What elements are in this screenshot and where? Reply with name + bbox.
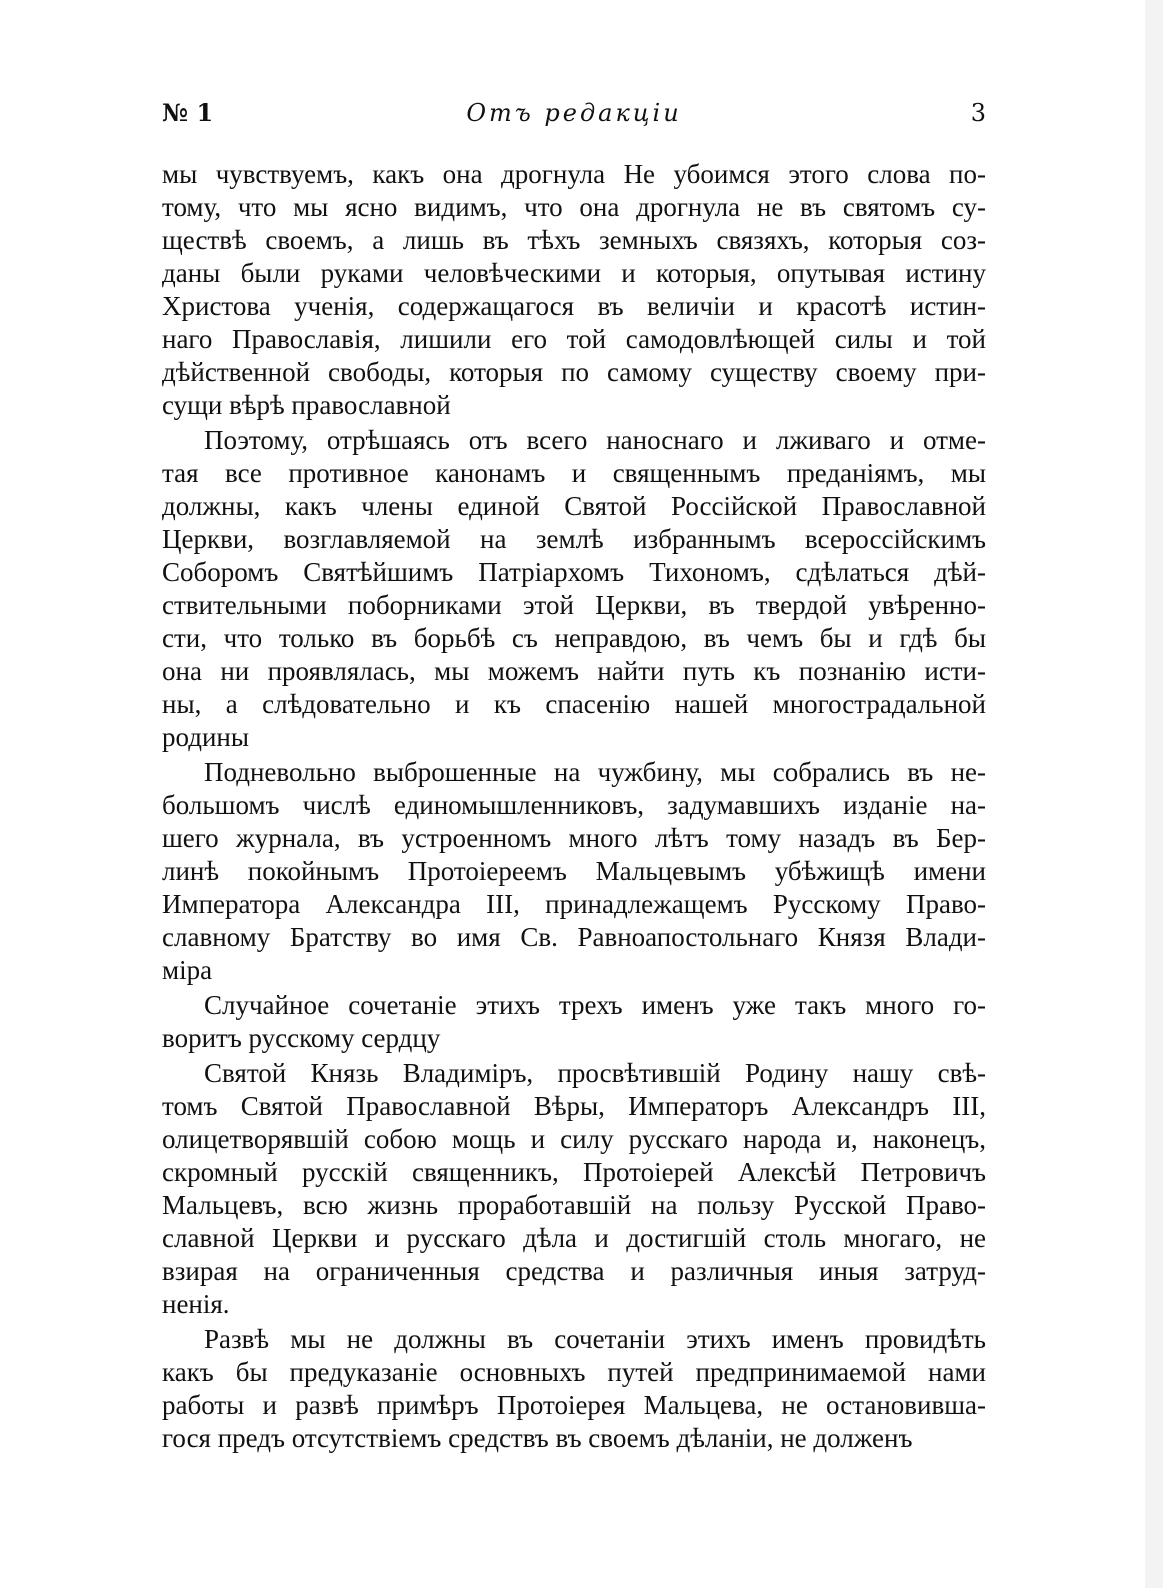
text-line: олицетворявшій собою мощь и силу русскаго народа и, наконецъ, — [162, 1124, 986, 1154]
text-line: Церкви, возглавляемой на землѣ избраннымъ всероссійскимъ — [162, 524, 986, 554]
article-body — [162, 158, 986, 1455]
text-line: ненія. — [162, 1289, 230, 1319]
paragraph — [162, 424, 986, 754]
text-line: даны были руками человѣческими и которыя, опутывая истину — [162, 258, 986, 288]
text-line: ществѣ своемъ, а лишь въ тѣхъ земныхъ связяхъ, которыя соз- — [162, 225, 986, 255]
text-line: она ни проявлялась, мы можемъ найти путь къ познанію исти- — [162, 656, 986, 686]
text-line: Императора Александра III, принадлежащемъ Русскому Право- — [162, 889, 986, 919]
text-line: Поэтому, отрѣшаясь отъ всего наноснаго и лживаго и отме- — [204, 425, 986, 455]
section-title: Отъ редакціи — [466, 99, 682, 127]
text-line: славной Церкви и русскаго дѣла и достигшій столь многаго, не — [162, 1223, 986, 1253]
paragraph — [162, 989, 986, 1055]
text-line: родины — [162, 722, 249, 752]
text-line: томъ Святой Православной Вѣры, Императоръ Александръ III, — [162, 1091, 986, 1121]
text-line: тому, что мы ясно видимъ, что она дрогнула не въ святомъ су- — [162, 192, 986, 222]
text-line: воритъ русскому сердцу — [162, 1023, 441, 1053]
text-line: Мальцевъ, всю жизнь проработавшій на пользу Русской Право- — [162, 1190, 986, 1220]
text-line: Развѣ мы не должны въ сочетаніи этихъ именъ провидѣть — [204, 1324, 986, 1354]
text-line: Христова ученія, содержащагося въ величіи и красотѣ истин- — [162, 291, 986, 321]
text-line: взирая на ограниченныя средства и различныя иныя затруд- — [162, 1256, 986, 1286]
text-line: сти, что только въ борьбѣ съ неправдою, въ чемъ бы и гдѣ бы — [162, 623, 986, 653]
text-line: наго Православія, лишили его той самодовлѣющей силы и той — [162, 324, 986, 354]
text-line: линѣ покойнымъ Протоіереемъ Мальцевымъ убѣжищѣ имени — [162, 856, 986, 886]
text-line: сущи вѣрѣ православной — [162, 390, 451, 420]
paragraph — [162, 1323, 986, 1455]
page-number: 3 — [970, 99, 986, 127]
text-line: должны, какъ члены единой Святой Россійской Православной — [162, 491, 986, 521]
text-line: Святой Князь Владиміръ, просвѣтившій Родину нашу свѣ- — [204, 1058, 986, 1088]
paragraph — [162, 756, 986, 987]
paragraph — [162, 1057, 986, 1321]
text-line: большомъ числѣ единомышленниковъ, задумавшихъ изданіе на- — [162, 790, 986, 820]
text-line: Подневольно выброшенные на чужбину, мы собрались въ не- — [204, 757, 986, 787]
paragraph — [162, 158, 986, 422]
text-line: Случайное сочетаніе этихъ трехъ именъ уже такъ много го- — [204, 990, 986, 1020]
text-line: какъ бы предуказаніе основныхъ путей предпринимаемой нами — [162, 1357, 986, 1387]
text-line: дѣйственной свободы, которыя по самому существу своему при- — [162, 357, 986, 387]
text-line: мы чувствуемъ, какъ она дрогнула Не убоимся этого слова по- — [162, 159, 986, 189]
text-line: славному Братству во имя Св. Равноапостольнаго Князя Влади- — [162, 922, 986, 952]
running-header — [162, 98, 986, 128]
text-line: ствительными поборниками этой Церкви, въ твердой увѣренно- — [162, 590, 986, 620]
text-line: гося предъ отсутствіемъ средствъ въ своемъ дѣланіи, не долженъ — [162, 1423, 913, 1453]
text-line: шего журнала, въ устроенномъ много лѣтъ тому назадъ въ Бер- — [162, 823, 986, 853]
text-line: Соборомъ Святѣйшимъ Патріархомъ Тихономъ, сдѣлаться дѣй- — [162, 557, 986, 587]
text-line: скромный русскій священникъ, Протоіерей Алексѣй Петровичъ — [162, 1157, 986, 1187]
issue-number: № 1 — [162, 98, 214, 127]
page-edge — [1145, 0, 1163, 1588]
text-line: тая все противное канонамъ и священнымъ преданіямъ, мы — [162, 458, 986, 488]
text-line: ны, а слѣдовательно и къ спасенію нашей многострадальной — [162, 689, 986, 719]
text-line: работы и развѣ примѣръ Протоіерея Мальцева, не остановивша- — [162, 1390, 986, 1420]
text-line: міра — [162, 955, 213, 985]
